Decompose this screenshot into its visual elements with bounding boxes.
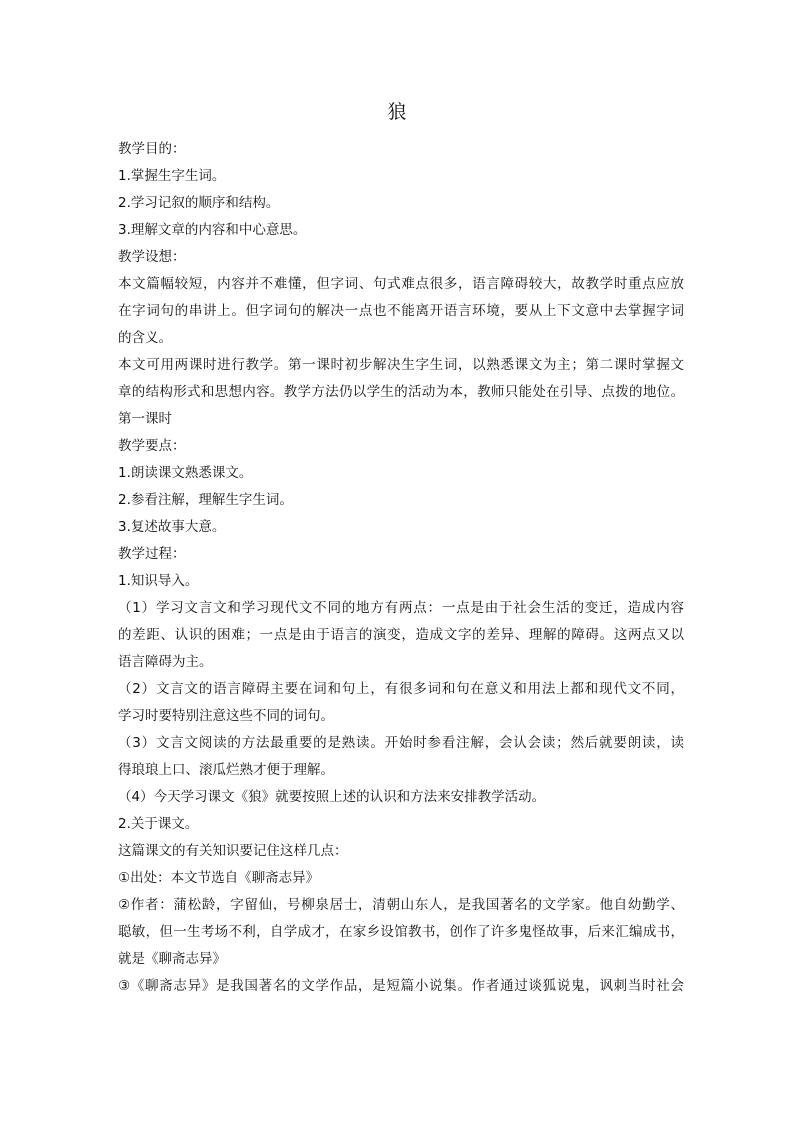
- text-line: 教学设想：: [118, 249, 186, 265]
- text-line: （3）文言文阅读的方法最重要的是熟读。开始时参看注解，会认会读；然后就要朗读，读: [118, 735, 684, 751]
- text-line: 教学过程：: [118, 546, 186, 562]
- text-line: 2.学习记叙的顺序和结构。: [118, 195, 280, 211]
- text-line: 学习时要特别注意这些不同的词句。: [118, 708, 334, 724]
- text-line: 1.朗读课文熟悉课文。: [118, 465, 253, 481]
- text-line: ①出处：本文节选自《聊斋志异》: [118, 870, 320, 886]
- text-line: 2.关于课文。: [118, 816, 199, 832]
- text-line: 3.理解文章的内容和中心意思。: [118, 222, 307, 238]
- text-line: （4）今天学习课文《狼》就要按照上述的认识和方法来安排教学活动。: [118, 789, 546, 805]
- text-line: ②作者：蒲松龄，字留仙，号柳泉居士，清朝山东人，是我国著名的文学家。他自幼勤学、: [118, 897, 684, 913]
- document-title: 狼: [387, 101, 407, 123]
- text-line: 的含义。: [118, 330, 172, 346]
- text-line: 教学目的：: [118, 141, 186, 157]
- text-line: 本文可用两课时进行教学。第一课时初步解决生字生词，以熟悉课文为主；第二课时掌握文: [118, 357, 684, 373]
- text-line: 2.参看注解，理解生字生词。: [118, 492, 293, 508]
- text-line: 语言障碍为主。: [118, 654, 213, 670]
- text-line: （1）学习文言文和学习现代文不同的地方有两点：一点是由于社会生活的变迁，造成内容: [118, 600, 684, 616]
- text-line: 本文篇幅较短，内容并不难懂，但字词、句式难点很多，语言障碍较大，故教学时重点应放: [118, 276, 684, 292]
- text-line: 1.掌握生字生词。: [118, 168, 226, 184]
- text-line: （2）文言文的语言障碍主要在词和句上，有很多词和句在意义和用法上都和现代文不同，: [118, 681, 684, 697]
- text-line: 章的结构形式和思想内容。教学方法仍以学生的活动为本，教师只能处在引导、点拨的地位。: [118, 384, 684, 400]
- text-line: 第一课时: [118, 411, 172, 427]
- document-body: [118, 136, 684, 1000]
- text-line: 在字词句的串讲上。但字词句的解决一点也不能离开语言环境，要从上下文意中去掌握字词: [118, 303, 684, 319]
- text-line: 聪敏，但一生考场不利，自学成才，在家乡设馆教书，创作了许多鬼怪故事，后来汇编成书，: [118, 924, 684, 940]
- text-line: 就是《聊斋志异》: [118, 951, 226, 967]
- text-line: ③《聊斋志异》是我国著名的文学作品，是短篇小说集。作者通过谈狐说鬼，讽刺当时社会: [118, 978, 684, 994]
- text-line: 3.复述故事大意。: [118, 519, 226, 535]
- text-line: 教学要点：: [118, 438, 186, 454]
- text-line: 这篇课文的有关知识要记住这样几点：: [118, 843, 348, 859]
- text-line: 得琅琅上口、滚瓜烂熟才便于理解。: [118, 762, 334, 778]
- text-line: 的差距、认识的困难；一点是由于语言的演变，造成文字的差异、理解的障碍。这两点又以: [118, 627, 684, 643]
- text-line: 1.知识导入。: [118, 573, 199, 589]
